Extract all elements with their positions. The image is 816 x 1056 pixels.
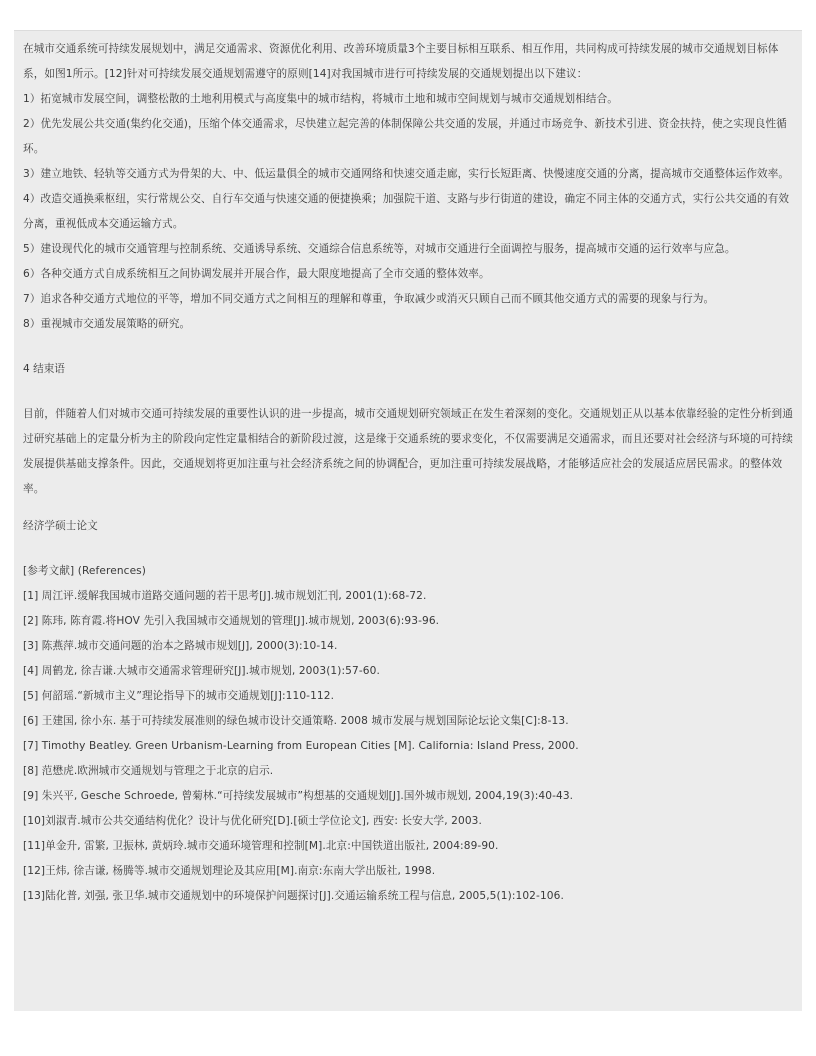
reference-item: [3] 陈燕萍.城市交通问题的治本之路城市规划[J], 2000(3):10-14. — [23, 640, 338, 652]
reference-item: [7] Timothy Beatley. Green Urbanism-Learning from European Cities [M]. California: Island Press, 2000. — [23, 740, 579, 752]
list-item: 2）优先发展公共交通(集约化交通)，压缩个体交通需求，尽快建立起完善的体制保障公共交通的发展，并通过市场竞争、新技术引进、资金扶持，使之实现良性循环。 — [23, 118, 787, 155]
reference-item: [10]刘淑青.城市公共交通结构优化？设计与优化研究[D].[硕士学位论文], 西安: 长安大学, 2003. — [23, 815, 482, 827]
list-item: 3）建立地铁、轻轨等交通方式为骨架的大、中、低运量俱全的城市交通网络和快速交通走廊，实行长短距离、快慢速度交通的分离，提高城市交通整体运作效率。 — [23, 168, 790, 180]
reference-item: [12]王炜, 徐吉谦, 杨腾等.城市交通规划理论及其应用[M].南京:东南大学出版社, 1998. — [23, 865, 436, 877]
references-title: [参考文献] (References) — [23, 565, 147, 577]
list-item: 8）重视城市交通发展策略的研究。 — [23, 318, 191, 330]
reference-item: [9] 朱兴平, Gesche Schroede, 曾菊林.“可持续发展城市”构想基的交通规划[J].国外城市规划, 2004,19(3):40-43. — [23, 790, 574, 802]
reference-item: [1] 周江评.缓解我国城市道路交通问题的若干思考[J].城市规划汇刊, 2001(1):68-72. — [23, 590, 427, 602]
reference-item: [6] 王建国, 徐小东. 基于可持续发展准则的绿色城市设计交通策略. 2008 城市发展与规划国际论坛论文集[C]:8-13. — [23, 715, 569, 727]
document-page — [14, 30, 802, 1011]
conclusion-paragraph: 目前，伴随着人们对城市交通可持续发展的重要性认识的进一步提高，城市交通规划研究领域正在发生着深刻的变化。交通规划正从以基本依靠经验的定性分析到通过研究基础上的定量分析为主的阶段向定性定量相结合的新阶段过渡，这是缘于交通系统的要求变化，不仅需要满足交通需求，而且还要对社会经济与环境的可持续发展提供基础支撑条件。因此，交通规划将更加注重与社会经济系统之间的协调配合，更加注重可持续发展战略，才能够适应社会的发展适应居民需求。的整体效率。 — [23, 408, 793, 495]
list-item: 4）改造交通换乘枢纽，实行常规公交、自行车交通与快速交通的便捷换乘；加强院干道、支路与步行街道的建设，确定不同主体的交通方式，实行公共交通的有效分离，重视低成本交通运输方式。 — [23, 193, 790, 230]
list-item: 1）拓宽城市发展空间，调整松散的土地利用模式与高度集中的城市结构，将城市土地和城市空间规划与城市交通规划相结合。 — [23, 93, 618, 105]
source-note: 经济学硕士论文 — [23, 520, 98, 532]
section-heading: 4 结束语 — [23, 363, 65, 375]
reference-item: [13]陆化普, 刘强, 张卫华.城市交通规划中的环境保护问题探讨[J].交通运输系统工程与信息, 2005,5(1):102-106. — [23, 890, 564, 902]
document-content — [23, 37, 793, 909]
reference-item: [4] 周鹤龙, 徐吉谦.大城市交通需求管理研究[J].城市规划, 2003(1):57-60. — [23, 665, 380, 677]
reference-item: [2] 陈玮, 陈育霞.将HOV 先引入我国城市交通规划的管理[J].城市规划, 2003(6):93-96. — [23, 615, 440, 627]
reference-item: [8] 范懋虎.欧洲城市交通规划与管理之于北京的启示. — [23, 765, 274, 777]
list-item: 6）各种交通方式自成系统相互之间协调发展并开展合作，最大限度地提高了全市交通的整体效率。 — [23, 268, 490, 280]
list-item: 7）追求各种交通方式地位的平等，增加不同交通方式之间相互的理解和尊重，争取减少或消灭只顾自己而不顾其他交通方式的需要的现象与行为。 — [23, 293, 715, 305]
list-item: 5）建设现代化的城市交通管理与控制系统、交通诱导系统、交通综合信息系统等，对城市交通进行全面调控与服务，提高城市交通的运行效率与应急。 — [23, 243, 736, 255]
reference-item: [11]单金升, 雷繁, 卫振林, 黄炳玲.城市交通环境管理和控制[M].北京:中国铁道出版社, 2004:89-90. — [23, 840, 499, 852]
reference-item: [5] 何韶瑶.“新城市主义”理论指导下的城市交通规划[J]:110-112. — [23, 690, 335, 702]
references-list — [23, 559, 793, 909]
intro-paragraph: 在城市交通系统可持续发展规划中，满足交通需求、资源优化利用、改善环境质量3个主要目标相互联系、相互作用，共同构成可持续发展的城市交通规划目标体系，如图1所示。[12]针对可持续发展交通规划需遵守的原则[14]对我国城市进行可持续发展的交通规划提出以下建议： — [23, 43, 779, 80]
